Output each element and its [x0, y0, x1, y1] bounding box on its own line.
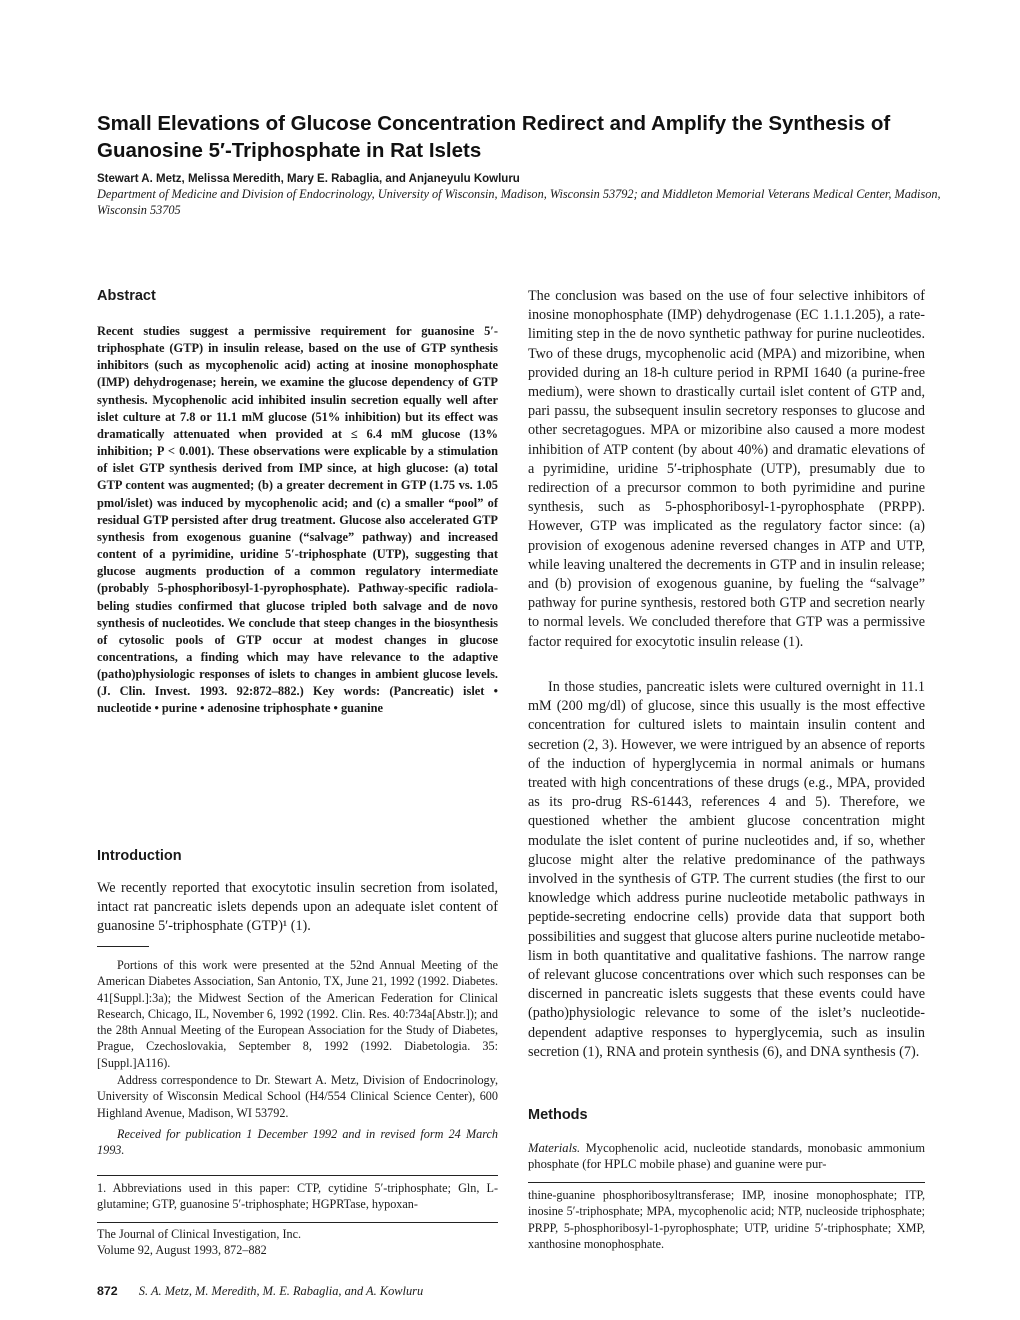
intro-paragraph-2: In those studies, pancreatic islets were cultured overnight in 11.1 mM (200 mg/dl) of glucose, since this usually is the most effective concentration for cultured islets to maintain insulin content and secretion (2, 3). However, we were intrigued by an absence of reports of the induction of hyperglycemia in normal animals or humans treated with high concentrations of these drugs (e.g., MPA, provided as its pro-drug RS-61443, references 4 and 5). Therefore, we questioned whether the ambient glucose concentration might modulate the islet content of purine nucleotides and, if so, whether glucose might alter the relative predominance of the pathways involved in the synthesis of GTP. The current studies (the first to our knowledge which address purine nucleotide metabolic pathways in peptide-secreting endocrine cells) provide data that support both possibilities and suggest that glucose alters purine nucleotide metabolism in both quantitative and qualitative fashions. The narrow range of relevant glucose concentrations over which such responses can be discerned in pancreatic islets suggests that these events could have (patho)physiologic relevance to some of the islet’s nucleotide-dependent adaptive responses to hyperglycemia, such as insulin secretion (1), RNA and protein synthesis (6), and DNA synthesis (7).: [528, 679, 925, 1060]
footnote-address: Address correspondence to Dr. Stewart A. Metz, Division of Endocrinology, University of Wisconsin Medical School (H4/554 Clinical Science Center), 600 Highland Avenue, Madison, WI 53792.: [97, 1073, 498, 1120]
footnote-received: Received for publication 1 December 1992 and in revised form 24 March 1993.: [97, 1127, 498, 1158]
footnote-presented: Portions of this work were presented at the 52nd Annual Meeting of the American Diabetes Association, San Antonio, TX, June 21, 1992 (1992. Diabetes. 41[Suppl.]:3a); the Midwest Section of the American Federation for Clinical Research, Chicago, IL, November 6, 1992 (1992. Clin. Res. 40:734a[Abstr.]); and the 28th Annual Meeting of the European Association for the Study of Diabetes, Prague, Czechoslovakia, September 8, 1992 (1992. Diabetologia. 35:[Suppl.]A116).: [97, 958, 498, 1070]
intro-paragraph-1: The conclusion was based on the use of four selective inhibitors of inosine monophosphate (IMP) dehydrogenase (EC 1.1.1.205), a rate-limiting step in the de novo synthetic pathway for purine nucleotides. Two of these drugs, mycophenolic acid (MPA) and mizoribine, when provided during an 18-h culture period in RPMI 1640 (a purine-free medium), were shown to drastically curtail islet content of GTP and, pari passu, the subsequent insulin secretory responses to glucose and other secretagogues. MPA or mizoribine also caused a more modest inhibition of ATP content (by about 40%) and dramatic elevations of a pyrimidine, uridine 5′-triphosphate (UTP), presumably due to redirection of a precursor common to both pyrimidine and purine synthesis, such as 5-phosphoribosyl-1-pyrophosphate (PRPP). However, GTP was implicated as the regulatory factor since: (a) provision of exogenous adenine reversed changes in ATP and UTP, while leaving unaltered the decrements in GTP and in insulin release; and (b) provision of exogenous guanine, by fueling the “salvage” pathway for purine synthesis, restored both GTP and secretion nearly to normal levels. We concluded therefore that GTP was a permissive factor required for exocytotic insulin release (1).: [528, 288, 925, 650]
footnote-abbreviations: 1. Abbreviations used in this paper: CTP, cytidine 5′-triphosphate; Gln, L-glutamine; GTP, guanosine 5′-triphosphate; HGPRTase, hypoxan-: [97, 1181, 498, 1212]
page-footer: [97, 1283, 697, 1299]
journal-volume: Volume 92, August 1993, 872–882: [97, 1243, 267, 1258]
introduction-heading: Introduction: [97, 848, 182, 864]
journal-divider: [97, 1222, 498, 1223]
materials-label: Materials.: [528, 1141, 581, 1155]
abstract-text: Recent studies suggest a permissive requirement for guanosine 5′-triphosphate (GTP) in insulin release, based on the use of GTP synthesis inhibitors (such as mycophenolic acid) acting at inosine monophosphate (IMP) dehydrogenase; herein, we examine the glucose dependency of GTP synthesis. Mycophenolic acid inhibited insulin secretion equally well after islet culture at 7.8 or 11.1 mM glucose (51% inhibition) but its effect was dramatically attenuated when provided at ≤ 6.4 mM glucose (13% inhibition; P < 0.001). These observations were explicable by a stimulation of islet GTP synthesis derived from IMP since, at high glucose: (a) total GTP content was augmented; (b) a greater decrement in GTP (1.75 vs. 1.05 pmol/islet) was induced by mycophenolic acid; and (c) a smaller “pool” of residual GTP persisted after drug treatment. Glucose also accelerated GTP synthesis from exogenous guanine (“salvage” pathway) and increased content of a pyrimidine, uridine 5′-triphosphate (UTP), suggesting that glucose augments production of a common regulatory intermediate (probably 5-phosphoribosyl-1-pyrophosphate). Pathway-specific radiolabeling studies confirmed that glucose tripled both salvage and de novo synthesis of nucleotides. We conclude that steep changes in the biosynthesis of cytosolic pools of GTP occur at modest changes in glucose concentrations, a finding which may have relevance to the adaptive (patho)physiologic responses of islets to changes in ambient glucose levels. (J. Clin. Invest. 1993. 92:872–882.) Key words: (Pancreatic) islet • nucleotide • purine • adenosine triphosphate • guanine: [97, 324, 498, 716]
affiliation: Department of Medicine and Division of Endocrinology, University of Wisconsin, Madison, Wisconsin 53792; and Middleton Memorial Veterans Medical Center, Madison, Wisconsin 53705: [97, 187, 941, 217]
introduction-text: We recently reported that exocytotic insulin secretion from isolated, intact rat pancreatic islets depends upon an adequate islet content of guanosine 5′-triphosphate (GTP)¹ (1).: [97, 880, 498, 935]
materials-paragraph: [528, 1140, 925, 1173]
journal-info: [97, 1226, 498, 1259]
page-number: 872: [97, 1284, 118, 1298]
author-list: Stewart A. Metz, Melissa Meredith, Mary E. Rabaglia, and Anjaneyulu Kowluru: [97, 173, 520, 185]
footer-authors: S. A. Metz, M. Meredith, M. E. Rabaglia, and A. Kowluru: [138, 1284, 424, 1298]
materials-text: Mycophenolic acid, nucleotide standards, monobasic ammonium phosphate (for HPLC mobile phase) and guanine were pur-: [528, 1141, 925, 1172]
article-title: Small Elevations of Glucose Concentration Redirect and Amplify the Synthesis of Guanosine 5′-Triphosphate in Rat Islets: [97, 112, 891, 162]
journal-name: The Journal of Clinical Investigation, Inc.: [97, 1227, 302, 1241]
footnote-abbreviations-continued: thine-guanine phosphoribosyltransferase; IMP, inosine monophosphate; ITP, inosine 5′-triphosphate; MPA, mycophenolic acid; NTP, nucleoside triphosphate; PRPP, 5-phosphoribosyl-1-pyrophosphate; UTP, uridine 5′-triphosphate; XMP, xanthosine monophosphate.: [528, 1188, 925, 1251]
abbreviations-divider: [97, 1175, 498, 1176]
footnote-divider: [97, 946, 149, 947]
right-footnote-divider: [528, 1182, 925, 1183]
methods-heading: Methods: [528, 1107, 588, 1123]
abstract-heading: Abstract: [97, 288, 156, 304]
